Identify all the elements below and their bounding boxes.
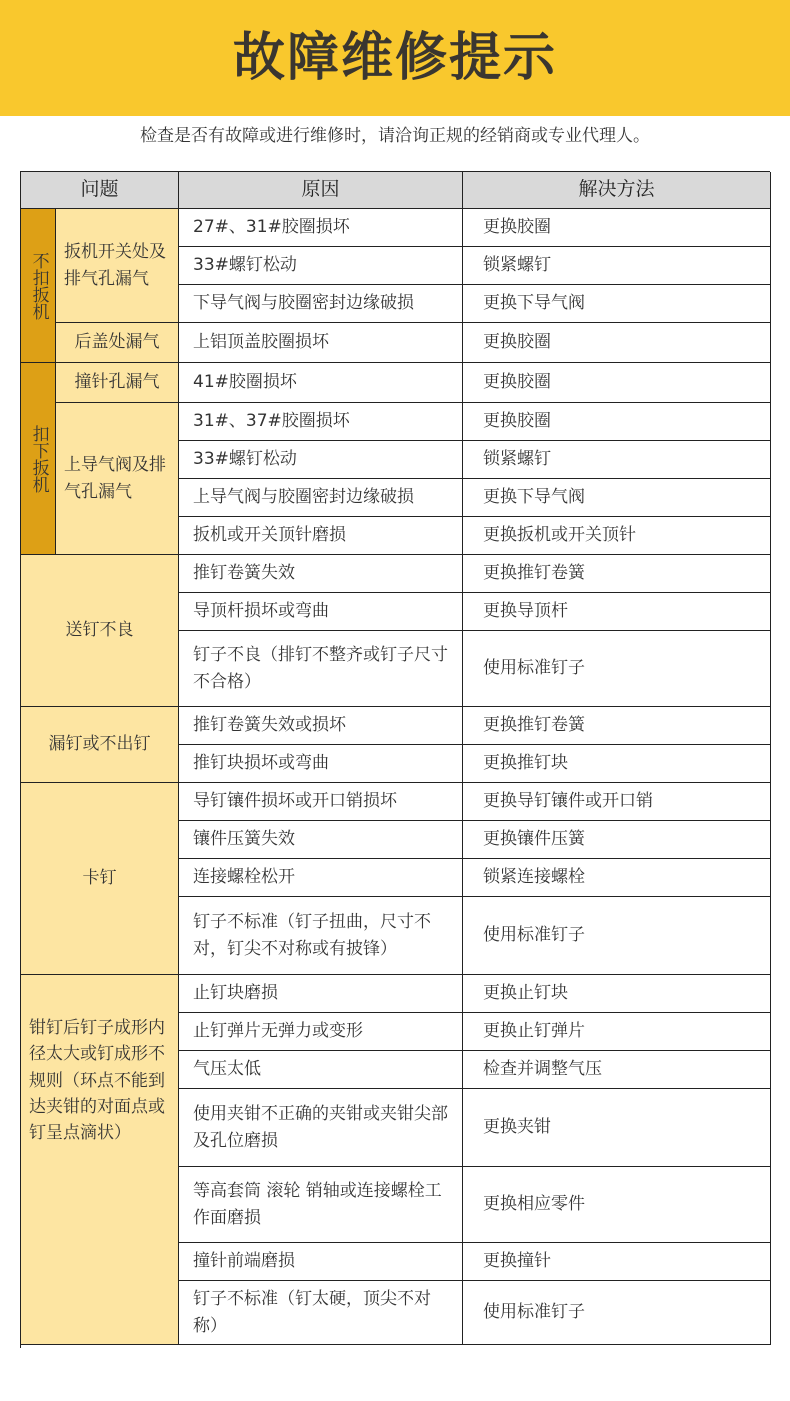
cause-cell: 27#、31#胶圈损坏 [179, 209, 463, 247]
solution-cell: 更换镶件压簧 [463, 821, 771, 859]
solution-cell: 更换下导气阀 [463, 285, 771, 323]
solution-cell: 更换下导气阀 [463, 479, 771, 517]
problem-cell: 卡钉 [21, 783, 179, 975]
solution-cell: 使用标准钉子 [463, 1281, 771, 1345]
problem-cell: 上导气阀及排气孔漏气 [56, 403, 179, 555]
solution-cell: 更换导顶杆 [463, 593, 771, 631]
solution-cell: 更换导钉镶件或开口销 [463, 783, 771, 821]
cause-cell: 推钉卷簧失效或损坏 [179, 707, 463, 745]
problem-cell: 钳钉后钉子成形内径太大或钉成形不规则（环点不能到达夹钳的对面点或钉呈点滴状） [21, 975, 179, 1345]
cause-cell: 钉子不标准（钉子扭曲，尺寸不对，钉尖不对称或有披锋） [179, 897, 463, 975]
cause-cell: 使用夹钳不正确的夹钳或夹钳尖部及孔位磨损 [179, 1089, 463, 1167]
cause-cell: 扳机或开关顶针磨损 [179, 517, 463, 555]
cause-cell: 推钉块损坏或弯曲 [179, 745, 463, 783]
solution-cell: 更换扳机或开关顶针 [463, 517, 771, 555]
solution-cell: 更换撞针 [463, 1243, 771, 1281]
cause-cell: 导顶杆损坏或弯曲 [179, 593, 463, 631]
column-header-cause: 原因 [179, 172, 463, 209]
cause-cell: 33#螺钉松动 [179, 247, 463, 285]
cause-cell: 镶件压簧失效 [179, 821, 463, 859]
page-title: 故障维修提示 [232, 28, 557, 88]
solution-cell: 更换推钉块 [463, 745, 771, 783]
solution-cell: 锁紧螺钉 [463, 441, 771, 479]
problem-cell: 后盖处漏气 [56, 323, 179, 363]
solution-cell: 更换止钉弹片 [463, 1013, 771, 1051]
cause-cell: 撞针前端磨损 [179, 1243, 463, 1281]
problem-cell: 送钉不良 [21, 555, 179, 707]
cause-cell: 33#螺钉松动 [179, 441, 463, 479]
page-subtitle: 检查是否有故障或进行维修时，请洽询正规的经销商或专业代理人。 [140, 126, 650, 146]
solution-cell: 更换相应零件 [463, 1167, 771, 1243]
solution-cell: 更换止钉块 [463, 975, 771, 1013]
group-label-pulling-trigger: 扣下扳机 [21, 363, 56, 555]
solution-cell: 检查并调整气压 [463, 1051, 771, 1089]
cause-cell: 下导气阀与胶圈密封边缘破损 [179, 285, 463, 323]
solution-cell: 更换胶圈 [463, 403, 771, 441]
cause-cell: 止钉块磨损 [179, 975, 463, 1013]
problem-cell: 漏钉或不出钉 [21, 707, 179, 783]
solution-cell: 锁紧连接螺栓 [463, 859, 771, 897]
cause-cell: 钉子不良（排钉不整齐或钉子尺寸不合格） [179, 631, 463, 707]
cause-cell: 上铝顶盖胶圈损坏 [179, 323, 463, 363]
solution-cell: 更换胶圈 [463, 363, 771, 403]
cause-cell: 推钉卷簧失效 [179, 555, 463, 593]
cause-cell: 止钉弹片无弹力或变形 [179, 1013, 463, 1051]
troubleshooting-table [20, 171, 770, 1348]
cause-cell: 41#胶圈损坏 [179, 363, 463, 403]
cause-cell: 钉子不标准（钉太硬，顶尖不对称） [179, 1281, 463, 1345]
column-header-problem: 问题 [21, 172, 179, 209]
cause-cell: 导钉镶件损坏或开口销损坏 [179, 783, 463, 821]
solution-cell: 使用标准钉子 [463, 631, 771, 707]
problem-cell: 扳机开关处及排气孔漏气 [56, 209, 179, 323]
cause-cell: 31#、37#胶圈损坏 [179, 403, 463, 441]
solution-cell: 更换推钉卷簧 [463, 707, 771, 745]
solution-cell: 更换夹钳 [463, 1089, 771, 1167]
solution-cell: 使用标准钉子 [463, 897, 771, 975]
solution-cell: 更换胶圈 [463, 323, 771, 363]
solution-cell: 更换推钉卷簧 [463, 555, 771, 593]
column-header-solution: 解决方法 [463, 172, 771, 209]
group-label-not-pulling-trigger: 不扣扳机 [21, 209, 56, 363]
solution-cell: 更换胶圈 [463, 209, 771, 247]
cause-cell: 气压太低 [179, 1051, 463, 1089]
solution-cell: 锁紧螺钉 [463, 247, 771, 285]
problem-cell: 撞针孔漏气 [56, 363, 179, 403]
cause-cell: 上导气阀与胶圈密封边缘破损 [179, 479, 463, 517]
cause-cell: 连接螺栓松开 [179, 859, 463, 897]
cause-cell: 等高套筒 滚轮 销轴或连接螺栓工作面磨损 [179, 1167, 463, 1243]
